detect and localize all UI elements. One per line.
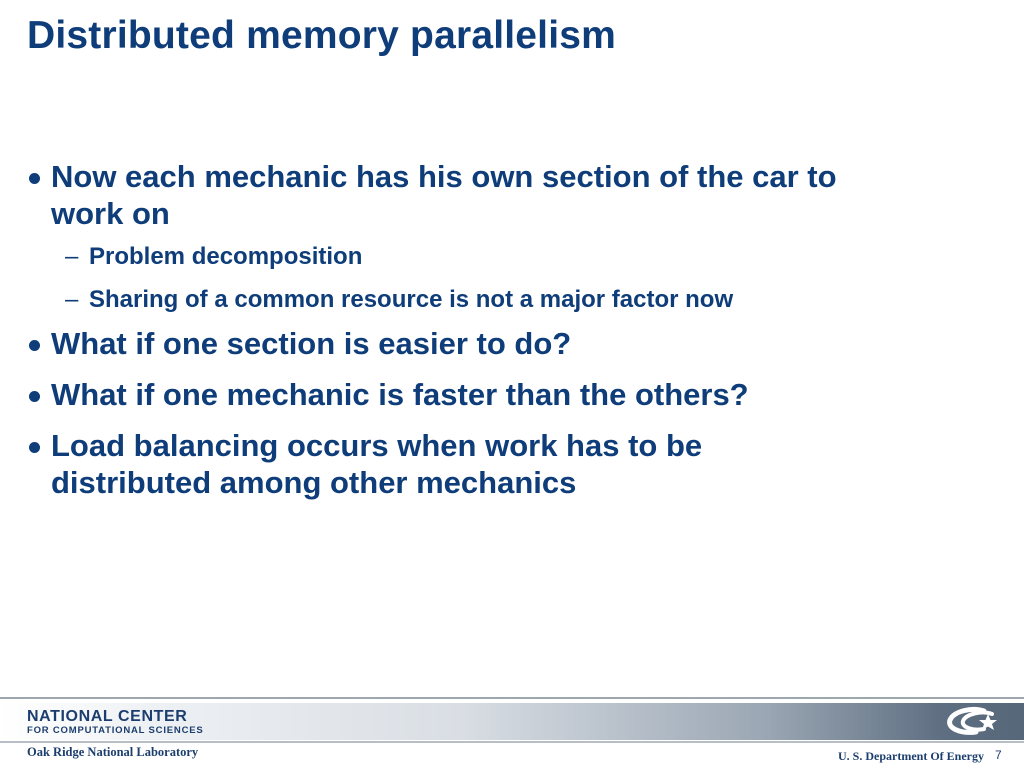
sub-bullet-item <box>51 240 907 274</box>
sub-bullet-text: Sharing of a common resource is not a major factor now <box>89 286 734 313</box>
bullet-list <box>27 158 907 515</box>
sub-bullet-list <box>51 240 907 317</box>
bullet-text: Load balancing occurs when work has to be distributed among other mechanics <box>51 428 703 500</box>
bullet-item <box>27 325 907 362</box>
department-name: U. S. Department Of Energy <box>838 749 984 763</box>
logo-line1: NATIONAL CENTER <box>27 708 188 725</box>
ccs-star-logo-icon <box>944 705 1004 738</box>
logo-line2: FOR COMPUTATIONAL SCIENCES <box>27 725 204 736</box>
bullet-item <box>27 427 811 501</box>
sub-bullet-text: Problem decomposition <box>89 243 363 270</box>
slide-title: Distributed memory parallelism <box>27 14 617 57</box>
bullet-dot-icon <box>29 340 40 351</box>
bullet-dot-icon <box>29 391 40 402</box>
dash-icon: – <box>65 243 79 270</box>
bullet-item <box>27 158 907 317</box>
footer-divider <box>0 741 1024 743</box>
dash-icon: – <box>65 286 79 313</box>
bullet-item <box>27 376 907 413</box>
sub-bullet-item <box>51 283 907 317</box>
org-name: Oak Ridge National Laboratory <box>27 745 199 759</box>
footer-divider <box>0 697 1024 699</box>
bullet-dot-icon <box>29 442 40 453</box>
bullet-text: What if one mechanic is faster than the others? <box>51 377 749 412</box>
page-number: 7 <box>995 748 1002 762</box>
nccs-logo <box>27 709 204 736</box>
bullet-text: Now each mechanic has his own section of the car to work on <box>51 159 837 231</box>
bullet-text: What if one section is easier to do? <box>51 326 572 361</box>
bullet-dot-icon <box>29 173 40 184</box>
